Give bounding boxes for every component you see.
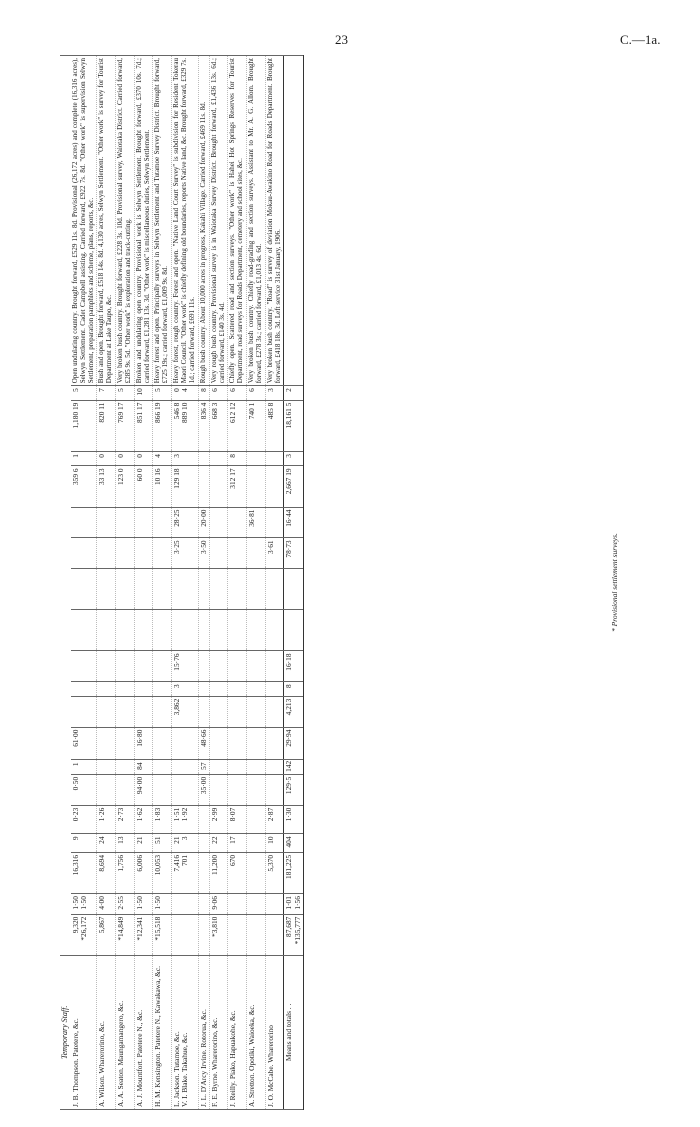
- value-cell: 10 16: [153, 466, 172, 507]
- value-cell: [116, 774, 135, 805]
- rotated-table-sheet: [60, 55, 619, 1110]
- table-row: [172, 56, 198, 1110]
- surveyor-cell: A. A. Seaton. Maungamangero, &c.: [116, 955, 135, 1109]
- total-cell: 129·5: [284, 774, 304, 805]
- value-cell: 3,862: [172, 696, 198, 727]
- table-row: [209, 56, 228, 1110]
- remarks-cell: Rough bush country. About 10,000 acres in progress, Kakahi Village. Carried forward, £469 11s. 8d.: [198, 56, 209, 386]
- value-cell: [97, 727, 116, 760]
- table-row: [247, 56, 266, 1110]
- value-cell: 4·00: [97, 894, 116, 915]
- value-cell: [97, 774, 116, 805]
- value-cell: [209, 452, 228, 466]
- total-cell: 87,687 *135,777: [284, 914, 304, 955]
- total-cell: 142: [284, 760, 304, 774]
- value-cell: 7,416 701: [172, 852, 198, 893]
- value-cell: 22: [209, 834, 228, 853]
- value-cell: 612 12: [228, 400, 247, 451]
- surveyor-cell: A. Wilson. Wharerorino, &c.: [97, 955, 116, 1109]
- value-cell: [134, 682, 153, 696]
- total-cell: 3: [284, 452, 304, 466]
- value-cell: 16·80: [134, 727, 153, 760]
- value-cell: [172, 569, 198, 610]
- value-cell: [228, 894, 247, 915]
- value-cell: [97, 682, 116, 696]
- value-cell: 359 6: [71, 466, 97, 507]
- remarks-cell: Heavy forest and open. Principally surveys in Selwyn Settlement and Tutamoe Survey District. Brought forward, £725 19s.; carried forward, £1,009 9s. 8d.: [153, 56, 172, 386]
- value-cell: 17: [228, 834, 247, 853]
- remarks-cell: Heavy forest, rough country. Forest and open. "Native Land Court Survey" is subdivision for Resident Tokerau Maori Council. "Other work" is chiefly defining old boundaries, reports Native land, &c. Brought forward, £329 7s. 1d.; carried forward, £691 11s.: [172, 56, 198, 386]
- value-cell: [153, 682, 172, 696]
- value-cell: 1,180 19: [71, 400, 97, 451]
- surveyor-cell: J. O. McCabe. Wharerorino: [265, 955, 284, 1109]
- value-cell: [198, 894, 209, 915]
- value-cell: [228, 538, 247, 569]
- survey-table: [60, 55, 304, 1110]
- value-cell: [247, 538, 266, 569]
- value-cell: 10: [265, 834, 284, 853]
- value-cell: [97, 538, 116, 569]
- value-cell: [71, 507, 97, 538]
- value-cell: [198, 466, 209, 507]
- value-cell: [247, 834, 266, 853]
- value-cell: 36·81: [247, 507, 266, 538]
- value-cell: [134, 610, 153, 651]
- value-cell: 0 4: [172, 386, 198, 400]
- value-cell: [172, 894, 198, 915]
- value-cell: [198, 696, 209, 727]
- value-cell: [71, 538, 97, 569]
- value-cell: [247, 894, 266, 915]
- value-cell: 24: [97, 834, 116, 853]
- value-cell: 2·73: [116, 805, 135, 834]
- value-cell: [209, 569, 228, 610]
- value-cell: 851 17: [134, 400, 153, 451]
- value-cell: 8·07: [228, 805, 247, 834]
- value-cell: [209, 651, 228, 682]
- value-cell: [209, 774, 228, 805]
- value-cell: *3,810: [209, 914, 228, 955]
- value-cell: 4: [153, 452, 172, 466]
- table-row: [153, 56, 172, 1110]
- value-cell: [228, 727, 247, 760]
- value-cell: [116, 569, 135, 610]
- value-cell: 5: [116, 386, 135, 400]
- value-cell: 1·26: [97, 805, 116, 834]
- value-cell: [153, 538, 172, 569]
- total-cell: 78·73: [284, 538, 304, 569]
- value-cell: [265, 682, 284, 696]
- value-cell: 0·23: [71, 805, 97, 834]
- total-cell: 1·01 1·56: [284, 894, 304, 915]
- value-cell: [198, 914, 209, 955]
- value-cell: [116, 696, 135, 727]
- total-cell: [284, 610, 304, 651]
- value-cell: [134, 696, 153, 727]
- value-cell: [265, 507, 284, 538]
- value-cell: 546 8 889 10: [172, 400, 198, 451]
- value-cell: 0·50: [71, 774, 97, 805]
- value-cell: 8,694: [97, 852, 116, 893]
- value-cell: [209, 682, 228, 696]
- value-cell: 3: [265, 386, 284, 400]
- value-cell: 11,200: [209, 852, 228, 893]
- value-cell: 21 3: [172, 834, 198, 853]
- value-cell: [97, 507, 116, 538]
- value-cell: [116, 651, 135, 682]
- value-cell: [153, 651, 172, 682]
- value-cell: 2·99: [209, 805, 228, 834]
- value-cell: 1·50: [153, 894, 172, 915]
- value-cell: [265, 610, 284, 651]
- page-number: 23: [335, 32, 348, 47]
- value-cell: 5: [153, 386, 172, 400]
- value-cell: 51: [153, 834, 172, 853]
- value-cell: [247, 760, 266, 774]
- value-cell: 820 11: [97, 400, 116, 451]
- value-cell: [209, 466, 228, 507]
- value-cell: *12,341: [134, 914, 153, 955]
- value-cell: 13: [116, 834, 135, 853]
- value-cell: 28·25: [172, 507, 198, 538]
- value-cell: [71, 696, 97, 727]
- value-cell: 740 1: [247, 400, 266, 451]
- value-cell: [116, 760, 135, 774]
- value-cell: [153, 774, 172, 805]
- total-cell: 29·94: [284, 727, 304, 760]
- value-cell: [198, 852, 209, 893]
- value-cell: [134, 569, 153, 610]
- value-cell: [172, 727, 198, 760]
- surveyor-cell: A. Stretton. Opotiki, Waioeka, &c.: [247, 955, 266, 1109]
- value-cell: [198, 452, 209, 466]
- value-cell: 2·87: [265, 805, 284, 834]
- value-cell: [97, 760, 116, 774]
- value-cell: [265, 774, 284, 805]
- table-row: [134, 56, 153, 1110]
- totals-remarks-empty: [284, 56, 304, 386]
- value-cell: [209, 696, 228, 727]
- value-cell: [198, 834, 209, 853]
- value-cell: 0: [116, 452, 135, 466]
- value-cell: 48·66: [198, 727, 209, 760]
- total-cell: 18,161 5: [284, 400, 304, 451]
- value-cell: 670: [228, 852, 247, 893]
- value-cell: [265, 452, 284, 466]
- value-cell: 1·83: [153, 805, 172, 834]
- remarks-cell: Broken and undulating open country. Provisional work is Selwyn Settlement. Brought forward, £370 10s. 7d.; carried forward, £1,281 13s. 3d. "Other work" is miscellaneous duties, Selwyn Settlement.: [134, 56, 153, 386]
- footnote: * Provisional settlement surveys.: [610, 533, 619, 632]
- value-cell: 9,320 *26,172: [71, 914, 97, 955]
- value-cell: [247, 774, 266, 805]
- value-cell: 1·50: [134, 894, 153, 915]
- value-cell: 60 0: [134, 466, 153, 507]
- total-cell: 2: [284, 386, 304, 400]
- table-row: [97, 56, 116, 1110]
- total-cell: 1·30: [284, 805, 304, 834]
- value-cell: [134, 651, 153, 682]
- value-cell: 123 0: [116, 466, 135, 507]
- value-cell: 5: [71, 386, 97, 400]
- value-cell: [116, 727, 135, 760]
- value-cell: [265, 727, 284, 760]
- table-row: [265, 56, 284, 1110]
- total-cell: 2,667 19: [284, 466, 304, 507]
- total-cell: 16·18: [284, 651, 304, 682]
- surveyor-cell: J. B. Thompson. Patetere, &c.: [71, 955, 97, 1109]
- surveyor-cell: H. M. Kensington. Patetere N., Kawakawa, &c.: [153, 955, 172, 1109]
- value-cell: [265, 894, 284, 915]
- value-cell: [198, 651, 209, 682]
- value-cell: 1: [71, 760, 97, 774]
- surveyor-cell: A. J. Mountfort. Patetere N., &c.: [134, 955, 153, 1109]
- value-cell: [153, 610, 172, 651]
- value-cell: [198, 805, 209, 834]
- value-cell: [265, 760, 284, 774]
- value-cell: 10: [134, 386, 153, 400]
- table-row: [198, 56, 209, 1110]
- value-cell: [247, 696, 266, 727]
- value-cell: [265, 651, 284, 682]
- value-cell: [198, 682, 209, 696]
- value-cell: 9: [71, 834, 97, 853]
- value-cell: [209, 727, 228, 760]
- value-cell: 312 17: [228, 466, 247, 507]
- remarks-cell: Very broken bush country. "Road" is survey of deviation Mokau-Awakino Road for Roads Department. Brought forward, £418 18s. 3d. Left service 31st January, 1906.: [265, 56, 284, 386]
- value-cell: [265, 569, 284, 610]
- value-cell: 84: [134, 760, 153, 774]
- value-cell: [134, 538, 153, 569]
- value-cell: [247, 852, 266, 893]
- value-cell: [71, 569, 97, 610]
- value-cell: [71, 610, 97, 651]
- value-cell: [198, 610, 209, 651]
- value-cell: [228, 569, 247, 610]
- value-cell: [153, 727, 172, 760]
- value-cell: 1·62: [134, 805, 153, 834]
- remarks-cell: Very broken bush country. Chiefly road-grading and section surveys. Assistant to Mr. A. G. Allom. Brought forward, £278 3s.; carried forward, £1,013 4s. 6d.: [247, 56, 266, 386]
- value-cell: 0: [97, 452, 116, 466]
- value-cell: 8: [198, 386, 209, 400]
- value-cell: 769 17: [116, 400, 135, 451]
- value-cell: [247, 914, 266, 955]
- total-cell: 181,225: [284, 852, 304, 893]
- value-cell: [71, 651, 97, 682]
- value-cell: 129 18: [172, 466, 198, 507]
- value-cell: [116, 682, 135, 696]
- value-cell: 668 3: [209, 400, 228, 451]
- value-cell: 3·50: [198, 538, 209, 569]
- value-cell: [265, 466, 284, 507]
- value-cell: 6: [228, 386, 247, 400]
- value-cell: 33 13: [97, 466, 116, 507]
- surveyor-cell: F. E. Byrne. Wharerorino, &c.: [209, 955, 228, 1109]
- value-cell: [228, 682, 247, 696]
- value-cell: [228, 651, 247, 682]
- table-row: [71, 56, 97, 1110]
- value-cell: [71, 682, 97, 696]
- remarks-cell: Open undulating country. Brought forward, £529 11s. 8d. Provisional (26,172 acres) and complete (16,316 acres), Selwyn Settlement. Cadet Campbell assisting. Carried forward, £922 7s. 8d. "Other work" is supervision Selwyn Settlement, preparation pamphlets and scheme, plans, reports, &c.: [71, 56, 97, 386]
- value-cell: [198, 569, 209, 610]
- value-cell: *14,849: [116, 914, 135, 955]
- surveyor-cell: J. L. D'Arcy Irvine. Rotorua, &c.: [198, 955, 209, 1109]
- value-cell: 7: [97, 386, 116, 400]
- value-cell: 485 8: [265, 400, 284, 451]
- value-cell: 9·06: [209, 894, 228, 915]
- value-cell: [247, 805, 266, 834]
- value-cell: 0: [134, 452, 153, 466]
- value-cell: [265, 914, 284, 955]
- value-cell: 61·00: [71, 727, 97, 760]
- total-cell: 16·44: [284, 507, 304, 538]
- value-cell: 5,867: [97, 914, 116, 955]
- surveyor-cell: J. Reilly. Piako, Hapuakohe, &c.: [228, 955, 247, 1109]
- value-cell: [228, 696, 247, 727]
- remarks-cell: Very broken bush country. Brought forward, £228 3s. 10d. Provisional survey, Waiotaka District. Carried forward, £285 9s. 5d. "Other work" is exploration and track-cutting.: [116, 56, 135, 386]
- value-cell: 836 4: [198, 400, 209, 451]
- value-cell: [116, 610, 135, 651]
- value-cell: 20·00: [198, 507, 209, 538]
- value-cell: [228, 760, 247, 774]
- value-cell: [172, 774, 198, 805]
- value-cell: 1·50 1·50: [71, 894, 97, 915]
- value-cell: 3: [172, 682, 198, 696]
- total-cell: 8: [284, 682, 304, 696]
- value-cell: 3·61: [265, 538, 284, 569]
- remarks-cell: Chiefly open. Scattered road and section surveys. "Other work" is Hahei Hot Springs Reserves for Tourist Department, road surveys for Roads Department, cemetery and school sites, &c.: [228, 56, 247, 386]
- value-cell: 6: [209, 386, 228, 400]
- value-cell: [153, 696, 172, 727]
- value-cell: [228, 914, 247, 955]
- value-cell: [153, 569, 172, 610]
- value-cell: [247, 651, 266, 682]
- table-row: [116, 56, 135, 1110]
- value-cell: [247, 610, 266, 651]
- page-reference: C.—1a.: [620, 32, 661, 47]
- value-cell: *15,518: [153, 914, 172, 955]
- totals-row: [284, 56, 304, 1110]
- value-cell: [209, 538, 228, 569]
- value-cell: [172, 914, 198, 955]
- value-cell: 3·25: [172, 538, 198, 569]
- totals-label: Means and totals . .: [284, 955, 304, 1109]
- value-cell: [153, 760, 172, 774]
- value-cell: [97, 610, 116, 651]
- value-cell: [116, 507, 135, 538]
- total-cell: 4,213: [284, 696, 304, 727]
- table-row: [228, 56, 247, 1110]
- value-cell: [97, 569, 116, 610]
- value-cell: [247, 569, 266, 610]
- value-cell: 3: [172, 452, 198, 466]
- remarks-cell: Very rough bush country. Provisional survey is in Waiotaka Survey District. Brought forward, £1,436 13s. 6d.; carried forward, £140 3s. 4d.: [209, 56, 228, 386]
- value-cell: [209, 610, 228, 651]
- value-cell: [116, 538, 135, 569]
- value-cell: [172, 760, 198, 774]
- table-heading: Temporary Staff.: [60, 955, 71, 1109]
- value-cell: 94·00: [134, 774, 153, 805]
- value-cell: [209, 760, 228, 774]
- value-cell: [209, 507, 228, 538]
- total-cell: [284, 569, 304, 610]
- value-cell: [228, 507, 247, 538]
- value-cell: 16,316: [71, 852, 97, 893]
- value-cell: [134, 507, 153, 538]
- value-cell: [247, 452, 266, 466]
- value-cell: 21: [134, 834, 153, 853]
- value-cell: 2·55: [116, 894, 135, 915]
- value-cell: [172, 610, 198, 651]
- value-cell: 1,756: [116, 852, 135, 893]
- value-cell: 5,370: [265, 852, 284, 893]
- total-cell: 404: [284, 834, 304, 853]
- value-cell: 1·51 1·92: [172, 805, 198, 834]
- value-cell: 10,053: [153, 852, 172, 893]
- value-cell: [247, 727, 266, 760]
- value-cell: 15·76: [172, 651, 198, 682]
- value-cell: 6: [247, 386, 266, 400]
- value-cell: [265, 696, 284, 727]
- value-cell: [247, 682, 266, 696]
- value-cell: 8: [228, 452, 247, 466]
- remarks-cell: Bush and open. Brought forward, £518 14s. 8d. 4,130 acres, Selwyn Settlement. "Other work" is survey for Tourist Department at Lake Taupo, &c.: [97, 56, 116, 386]
- value-cell: 1: [71, 452, 97, 466]
- value-cell: 6,006: [134, 852, 153, 893]
- surveyor-cell: L. Jackson. Tutamoe, &c. V. I. Blake. Takahue, &c.: [172, 955, 198, 1109]
- value-cell: 35·00: [198, 774, 209, 805]
- value-cell: [97, 696, 116, 727]
- value-cell: [228, 610, 247, 651]
- value-cell: 866 19: [153, 400, 172, 451]
- value-cell: [97, 651, 116, 682]
- value-cell: [228, 774, 247, 805]
- value-cell: [247, 466, 266, 507]
- value-cell: 57: [198, 760, 209, 774]
- value-cell: [153, 507, 172, 538]
